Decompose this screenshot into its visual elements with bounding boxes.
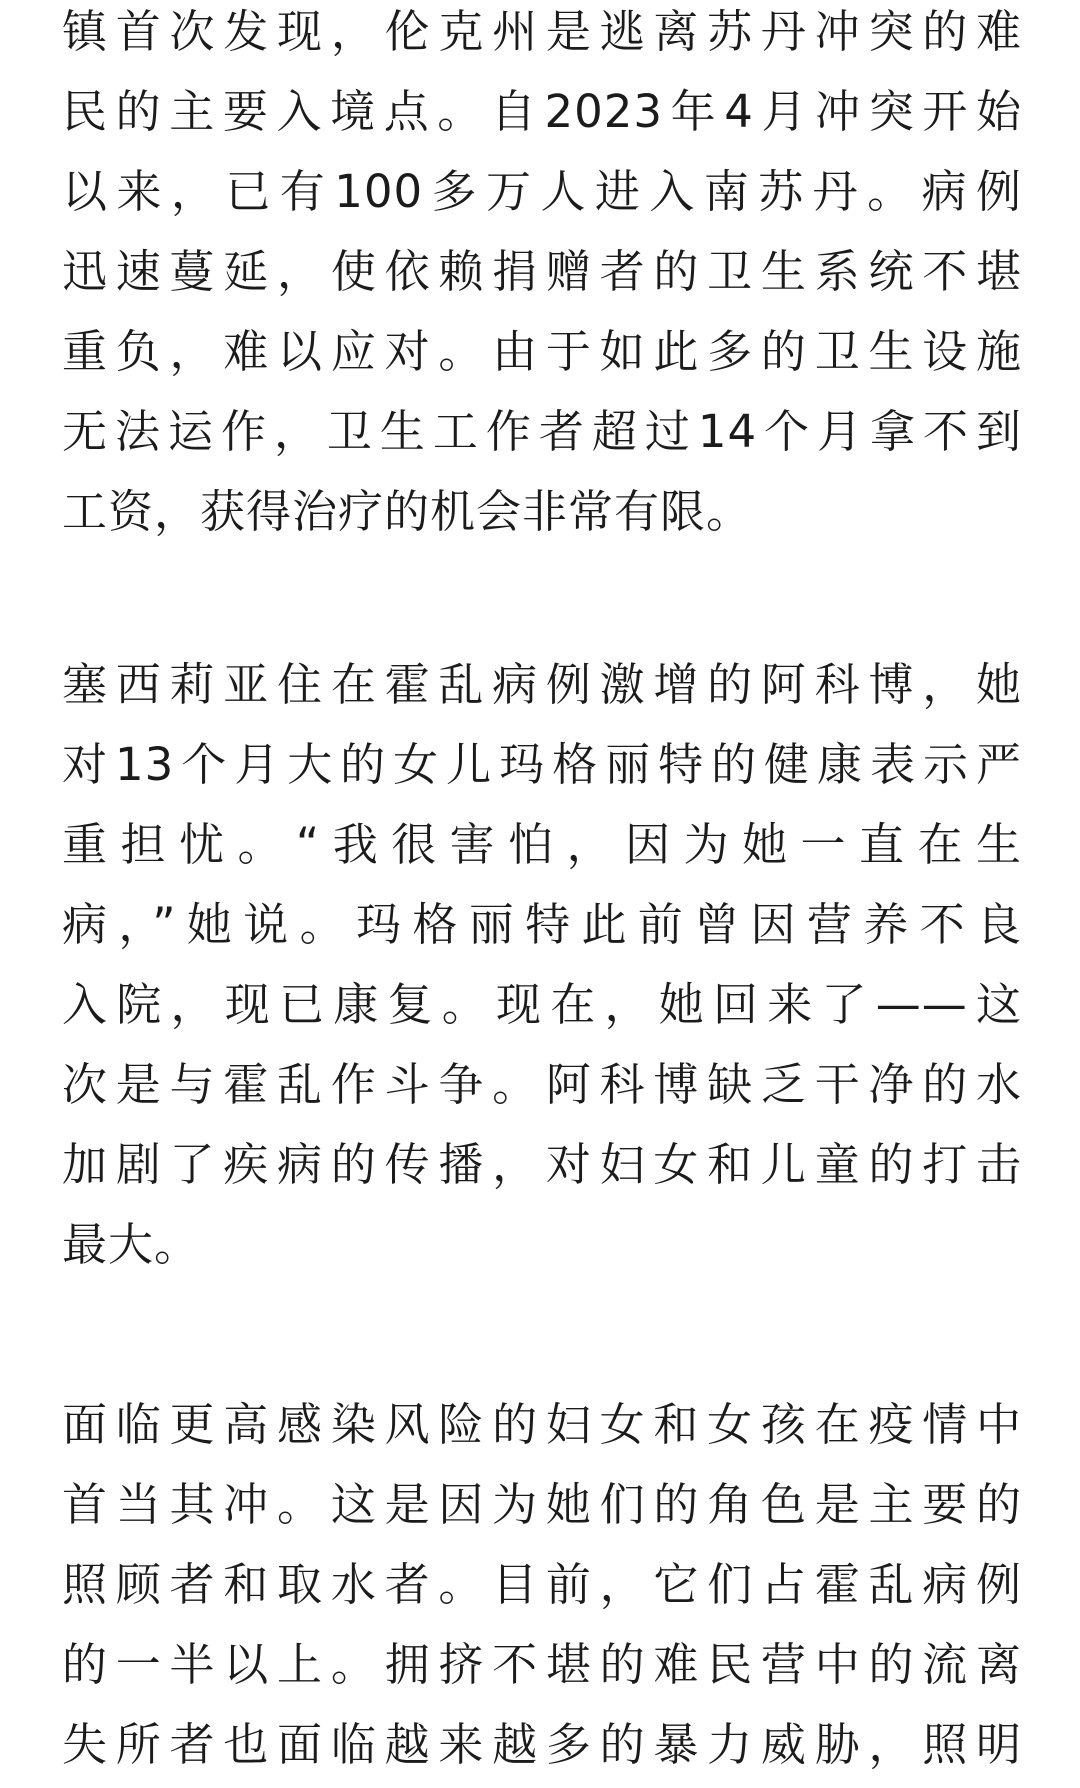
text-line: 面临更高感染风险的妇女和女孩在疫情中 [62,1398,1022,1451]
text-line: 镇首次发现，伦克州是逃离苏丹冲突的难 [62,5,1022,58]
text-line: 最大。 [62,1218,201,1271]
paragraph-3 [62,1385,1022,1785]
text-line: 重负，难以应对。由于如此多的卫生设施 [62,325,1022,378]
text-line: 失所者也面临越来越多的暴力威胁，照明 [62,1718,1022,1771]
text-line: 重担忧。“我很害怕，因为她一直在生 [62,818,1022,871]
paragraph-1 [62,0,1022,552]
paragraph-2 [62,645,1022,1285]
text-line: 首当其冲。这是因为她们的角色是主要的 [62,1478,1022,1531]
text-line: 无法运作，卫生工作者超过14个月拿不到 [62,405,1022,458]
text-line: 工资，获得治疗的机会非常有限。 [62,485,753,538]
text-line: 加剧了疾病的传播，对妇女和儿童的打击 [62,1138,1022,1191]
text-line: 塞西莉亚住在霍乱病例激增的阿科博，她 [62,658,1022,711]
text-line: 迅速蔓延，使依赖捐赠者的卫生系统不堪 [62,245,1022,298]
text-line: 对13个月大的女儿玛格丽特的健康表示严 [62,738,1022,791]
text-line: 照顾者和取水者。目前，它们占霍乱病例 [62,1558,1022,1611]
text-line: 民的主要入境点。自2023年4月冲突开始 [62,85,1022,138]
text-line: 以来，已有100多万人进入南苏丹。病例 [62,165,1022,218]
text-line: 次是与霍乱作斗争。阿科博缺乏干净的水 [62,1058,1022,1111]
text-line: 的一半以上。拥挤不堪的难民营中的流离 [62,1638,1022,1691]
text-line: 病，”她说。玛格丽特此前曾因营养不良 [62,898,1022,951]
text-line: 入院，现已康复。现在，她回来了——这 [62,978,1022,1031]
